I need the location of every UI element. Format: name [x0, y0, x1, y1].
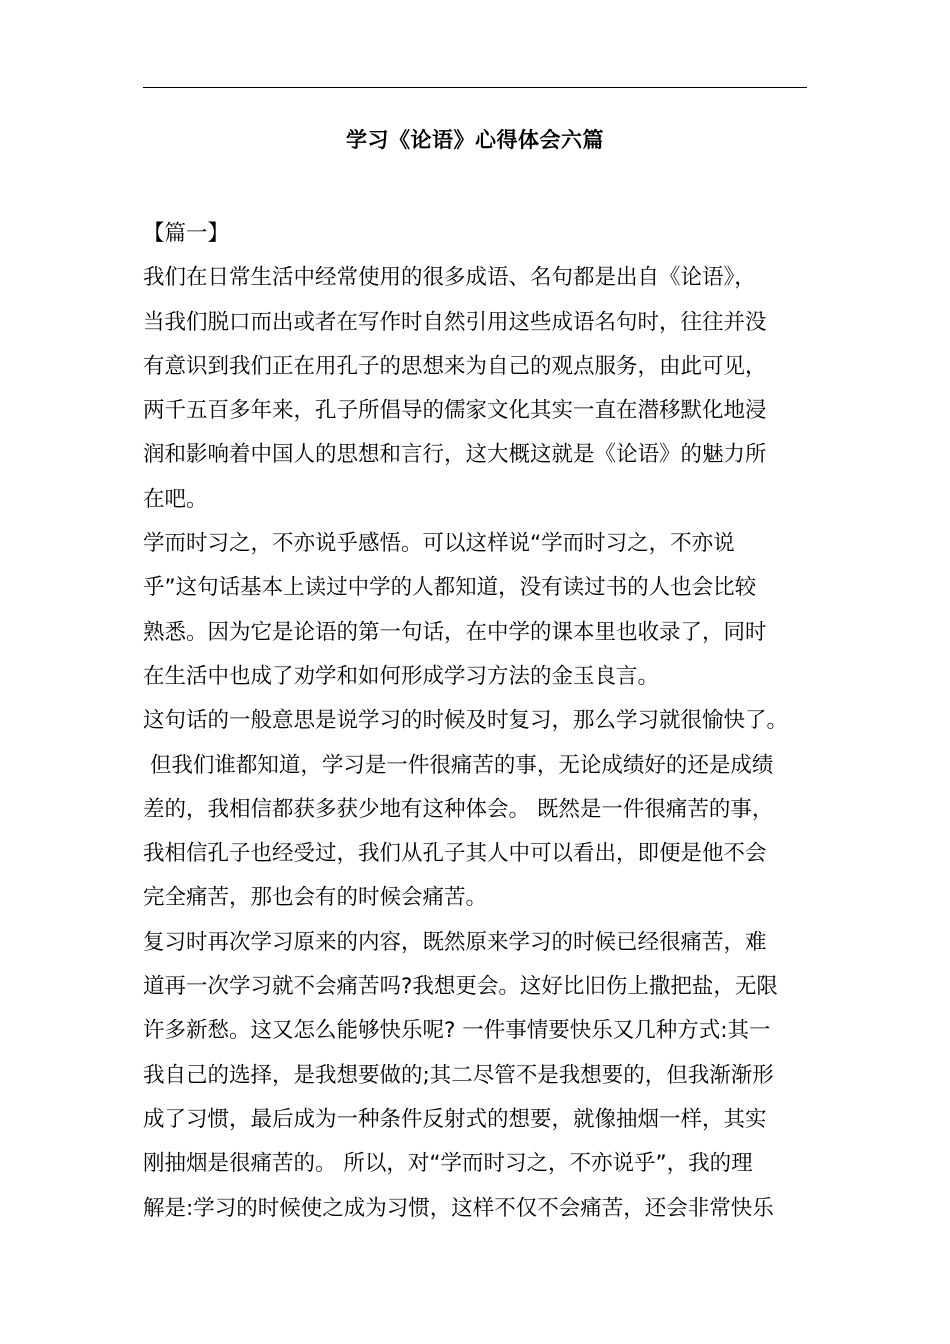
body-line: 乎”这句话基本上读过中学的人都知道，没有读过书的人也会比较 — [143, 575, 757, 601]
body-line: 在生活中也成了劝学和如何形成学习方法的金玉良言。 — [143, 663, 660, 689]
body-line: 在吧。 — [143, 486, 208, 512]
body-line: 熟悉。因为它是论语的第一句话，在中学的课本里也收录了，同时 — [143, 619, 767, 645]
body-line: 润和影响着中国人的思想和言行，这大概这就是《论语》的魅力所 — [143, 442, 767, 468]
body-line: 有意识到我们正在用孔子的思想来为自己的观点服务，由此可见， — [143, 353, 767, 379]
body-line: 我相信孔子也经受过，我们从孔子其人中可以看出，即便是他不会 — [143, 841, 767, 867]
body-line: 刚抽烟是很痛苦的。 所以，对“学而时习之，不亦说乎”，我的理 — [143, 1151, 753, 1177]
body-line: 复习时再次学习原来的内容，既然原来学习的时候已经很痛苦，难 — [143, 929, 767, 955]
body-line: 许多新愁。这又怎么能够快乐呢? 一件事情要快乐又几种方式:其一 — [143, 1018, 771, 1044]
body-line: 但我们谁都知道，学习是一件很痛苦的事，无论成绩好的还是成绩 — [143, 752, 774, 778]
body-line: 我们在日常生活中经常使用的很多成语、名句都是出自《论语》， — [143, 265, 756, 291]
body-line: 成了习惯，最后成为一种条件反射式的想要，就像抽烟一样，其实 — [143, 1106, 767, 1132]
document-title: 学习《论语》心得体会六篇 — [346, 128, 604, 152]
body-line: 差的，我相信都获多获少地有这种体会。 既然是一件很痛苦的事， — [143, 796, 774, 822]
body-line: 两千五百多年来，孔子所倡导的儒家文化其实一直在潜移默化地浸 — [143, 398, 767, 424]
body-line: 这句话的一般意思是说学习的时候及时复习，那么学习就很愉快了。 — [143, 708, 789, 734]
header-rule — [143, 87, 807, 88]
body-line: 解是:学习的时候使之成为习惯，这样不仅不会痛苦，还会非常快乐 — [143, 1195, 774, 1221]
body-line: 完全痛苦，那也会有的时候会痛苦。 — [143, 885, 488, 911]
body-line: 学而时习之，不亦说乎感悟。可以这样说“学而时习之，不亦说 — [143, 531, 735, 557]
body-line: 当我们脱口而出或者在写作时自然引用这些成语名句时，往往并没 — [143, 309, 767, 335]
body-line: 我自己的选择，是我想要做的;其二尽管不是我想要的，但我渐渐形 — [143, 1062, 774, 1088]
document-body — [143, 212, 811, 1231]
body-line: 道再一次学习就不会痛苦吗?我想更会。这好比旧伤上撒把盐，无限 — [143, 974, 778, 1000]
section-heading: 【篇一】 — [143, 221, 230, 246]
